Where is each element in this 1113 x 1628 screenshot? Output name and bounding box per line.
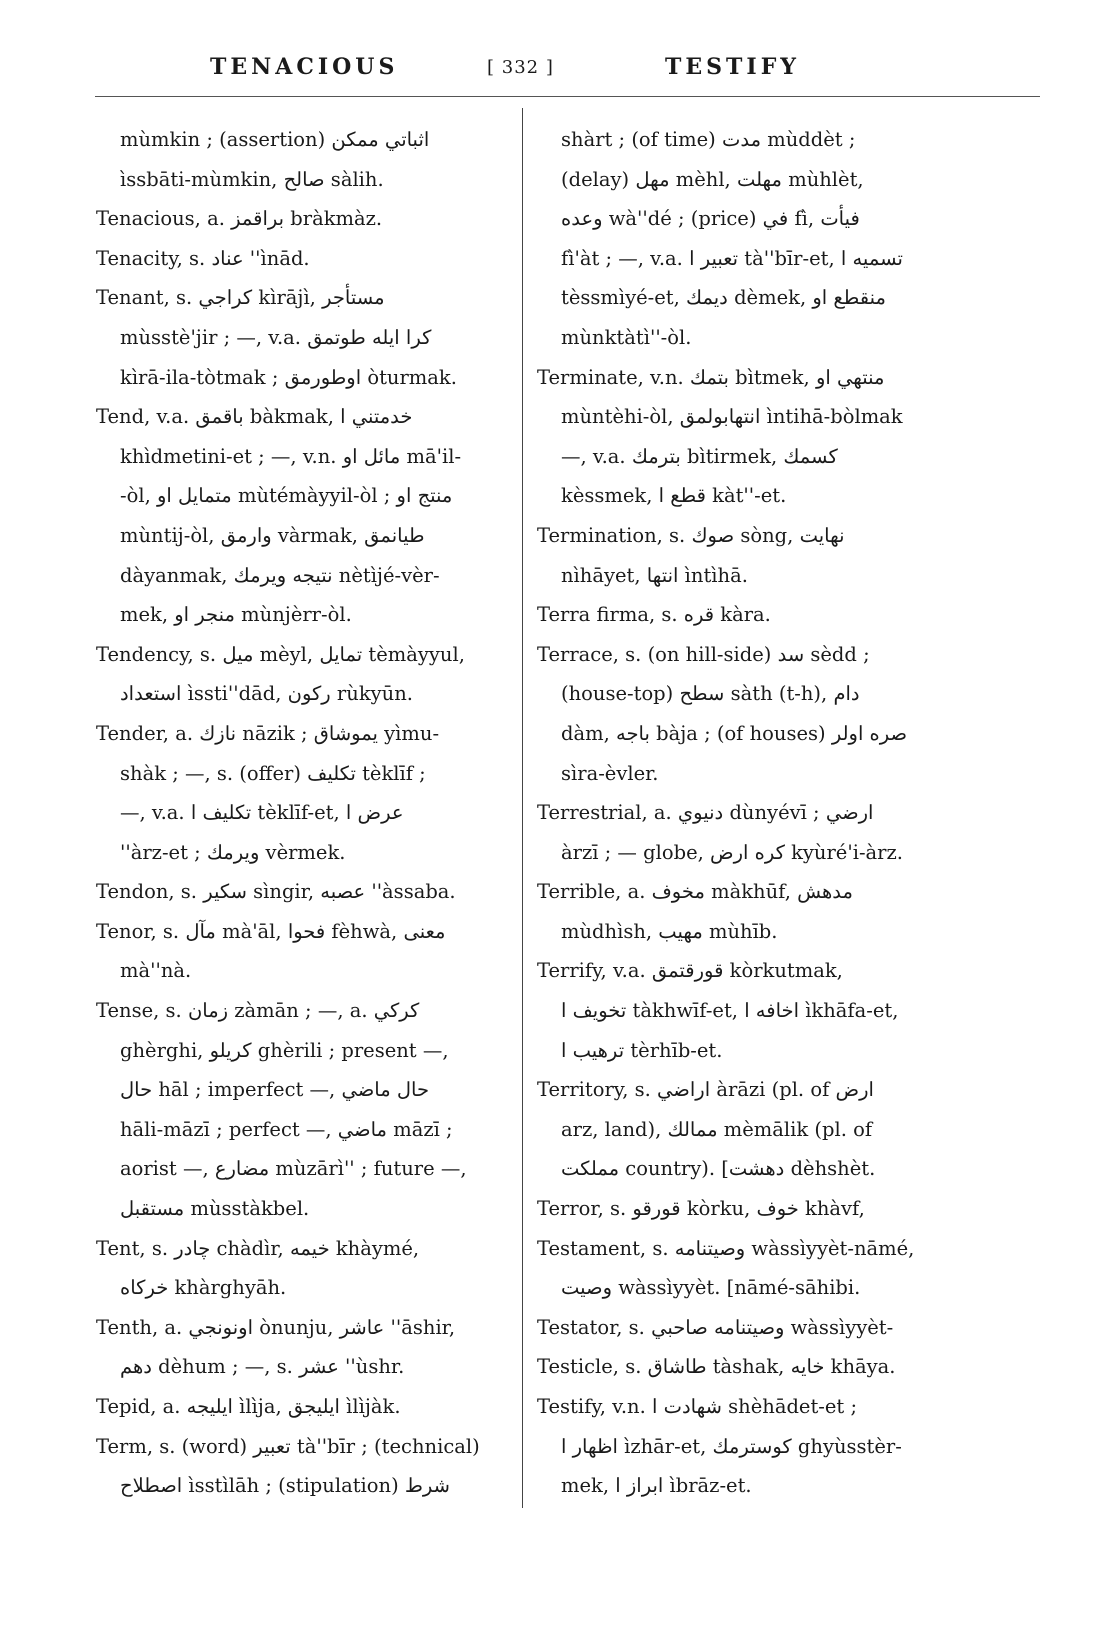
- dictionary-line: Territory, s. اراضي àrāzi (pl. of ارض: [537, 1078, 874, 1102]
- dictionary-line: ìssbāti-mùmkin, صالح sàlih.: [120, 167, 384, 191]
- right-column: [537, 120, 952, 1506]
- dictionary-line: خركاه khàrghyāh.: [120, 1276, 287, 1300]
- dictionary-line: Tepid, a. ايليجه ìlìja, ايليجق ìlìjàk.: [96, 1395, 401, 1418]
- dictionary-line: تخويف ا tàkhwīf-et, اخافه ا ìkhāfa-et,: [561, 999, 899, 1023]
- dictionary-line: حال hāl ; imperfect —, حال ماضي: [120, 1078, 430, 1102]
- dictionary-line: (delay) مهل mèhl, مهلت mùhlèt,: [561, 167, 864, 191]
- dictionary-line: aorist —, مضارع mùzārì'' ; future —,: [120, 1157, 467, 1181]
- left-column: [96, 120, 511, 1506]
- dictionary-line: Tendency, s. ميل mèyl, تمايل tèmàyyul,: [96, 642, 465, 666]
- running-head-left: TENACIOUS: [210, 54, 399, 80]
- dictionary-line: —, v.a. بترمك bìtirmek, كسمك: [561, 444, 838, 468]
- dictionary-line: Terrace, s. (on hill-side) سد sèdd ;: [537, 642, 870, 666]
- dictionary-line: tèssmìyé-et, ديمك dèmek, منقطع او: [561, 286, 886, 310]
- dictionary-line: Tendon, s. سكير sìngir, عصبه ''àssaba.: [96, 880, 456, 904]
- dictionary-line: Terra firma, s. قره kàra.: [537, 603, 771, 627]
- dictionary-line: mek, منجر او mùnjèrr-òl.: [120, 603, 352, 627]
- dictionary-line: ghèrghi, كريلو ghèrili ; present —,: [120, 1038, 449, 1062]
- dictionary-line: Tense, s. زمان zàmān ; —, a. كركي: [96, 999, 420, 1023]
- dictionary-line: mek, ابراز ا ìbrāz-et.: [561, 1474, 752, 1498]
- dictionary-line: استعداد ìssti''dād, ركون rùkyūn.: [120, 682, 413, 706]
- dictionary-line: Term, s. (word) تعبير tà''bīr ; (technical): [96, 1434, 480, 1458]
- dictionary-line: nìhāyet, انتها ìntìhā.: [561, 563, 748, 587]
- header-rule: [95, 96, 1040, 97]
- dictionary-line: وعده wà''dé ; (price) في fì, فيأت: [561, 207, 860, 231]
- dictionary-line: Tender, a. نازك nāzik ; يموشاق yìmu-: [96, 721, 440, 745]
- dictionary-line: مستقبل mùsstàkbel.: [120, 1197, 310, 1221]
- dictionary-line: Terrify, v.a. قورقتمق kòrkutmak,: [537, 959, 843, 983]
- dictionary-line: Terror, s. قورقو kòrku, خوف khàvf,: [537, 1197, 865, 1221]
- dictionary-line: (house-top) سطح sàth (t-h), دام: [561, 682, 860, 706]
- dictionary-line: Testament, s. وصيتنامه wàssìyyèt-nāmé,: [537, 1236, 915, 1260]
- dictionary-line: Tenor, s. مآل mà'āl, فحوا fèhwà, معنى: [96, 919, 446, 943]
- dictionary-line: mà''nà.: [120, 959, 192, 983]
- column-divider: [522, 108, 523, 1508]
- dictionary-line: Termination, s. صوك sòng, نهايت: [537, 523, 845, 547]
- dictionary-line: shàk ; —, s. (offer) تكليف tèklīf ;: [120, 761, 426, 785]
- dictionary-line: Tenth, a. اونونجي ònunju, عاشر ''āshir,: [96, 1315, 456, 1339]
- dictionary-line: Tent, s. چادر chàdìr, خيمه khàymé,: [96, 1236, 420, 1260]
- page-header: [95, 54, 1040, 88]
- dictionary-line: دهم dèhum ; —, s. عشر ''ùshr.: [120, 1355, 405, 1379]
- dictionary-line: mùnktàtì''-òl.: [561, 325, 692, 349]
- dictionary-line: hāli-māzī ; perfect —, ماضي māzī ;: [120, 1117, 453, 1141]
- dictionary-line: mùmkin ; (assertion) اثباتي ممكن: [120, 128, 430, 151]
- dictionary-line: Tenacity, s. عناد ''ìnād.: [96, 246, 310, 270]
- dictionary-line: dàm, باجه bàja ; (of houses) صره اولر: [561, 721, 908, 745]
- dictionary-line: kèssmek, قطع ا kàt''-et.: [561, 484, 787, 508]
- dictionary-line: اصطلاح ìsstìlāh ; (stipulation) شرط: [120, 1474, 451, 1498]
- dictionary-line: dàyanmak, نتيجه ويرمك nètìjé-vèr-: [120, 563, 440, 587]
- dictionary-line: Terrestrial, a. دنيوي dùnyévī ; ارضي: [537, 801, 874, 825]
- dictionary-line: Tenant, s. كراجي kìrājì, مستأجر: [96, 286, 385, 310]
- dictionary-line: Terminate, v.n. بتمك bìtmek, منتهي او: [537, 365, 885, 389]
- dictionary-line: khìdmetini-et ; —, v.n. مائل او mā'il-: [120, 444, 462, 468]
- dictionary-line: mùdhìsh, مهيب mùhīb.: [561, 919, 778, 943]
- dictionary-line: arz, land), ممالك mèmālik (pl. of: [561, 1117, 873, 1141]
- dictionary-line: اظهار ا ìzhār-et, كوسترمك ghyùsstèr-: [561, 1434, 902, 1458]
- dictionary-line: mùntij-òl, وارمق vàrmak, طيانمق: [120, 523, 425, 547]
- dictionary-line: Testify, v.n. شهادت ا shèhādet-et ;: [537, 1395, 858, 1418]
- dictionary-line: Tenacious, a. براقمز bràkmàz.: [96, 207, 383, 231]
- dictionary-line: Testator, s. وصيتنامه صاحبي wàssìyyèt-: [537, 1315, 894, 1339]
- dictionary-line: mùsstè'jir ; —, v.a. كرا ايله طوتمق: [120, 325, 432, 349]
- dictionary-line: kìrā-ila-tòtmak ; اوطورمق òturmak.: [120, 365, 457, 389]
- dictionary-line: ترهيب ا tèrhīb-et.: [561, 1038, 723, 1062]
- dictionary-line: ''àrz-et ; ويرمك vèrmek.: [120, 840, 346, 864]
- dictionary-line: mùntèhi-òl, انتهابولمق ìntihā-bòlmak: [561, 405, 903, 429]
- dictionary-line: مملكت country). [دهشت dèhshèt.: [561, 1157, 876, 1181]
- dictionary-line: fì'àt ; —, v.a. تعبير ا tà''bīr-et, تسميه ا: [561, 246, 903, 270]
- dictionary-line: àrzī ; — globe, كره ارض kyùré'i-àrz.: [561, 840, 903, 864]
- running-head-right: TESTIFY: [665, 54, 801, 80]
- dictionary-line: Testicle, s. طاشاق tàshak, خايه khāya.: [537, 1355, 896, 1379]
- dictionary-line: shàrt ; (of time) مدت mùddèt ;: [561, 128, 856, 151]
- page-number: [ 332 ]: [487, 57, 554, 78]
- dictionary-line: Tend, v.a. باقمق bàkmak, خدمتني ا: [96, 405, 413, 429]
- dictionary-line: -òl, متمايل او mùtémàyyil-òl ; منتج او: [120, 484, 453, 508]
- dictionary-line: وصيت wàssìyyèt. [nāmé-sāhibi.: [561, 1276, 861, 1300]
- dictionary-line: —, v.a. تكليف ا tèklīf-et, عرض ا: [120, 801, 404, 825]
- dictionary-line: Terrible, a. مخوف màkhūf, مدهش: [537, 880, 853, 904]
- dictionary-line: sìra-èvler.: [561, 761, 659, 785]
